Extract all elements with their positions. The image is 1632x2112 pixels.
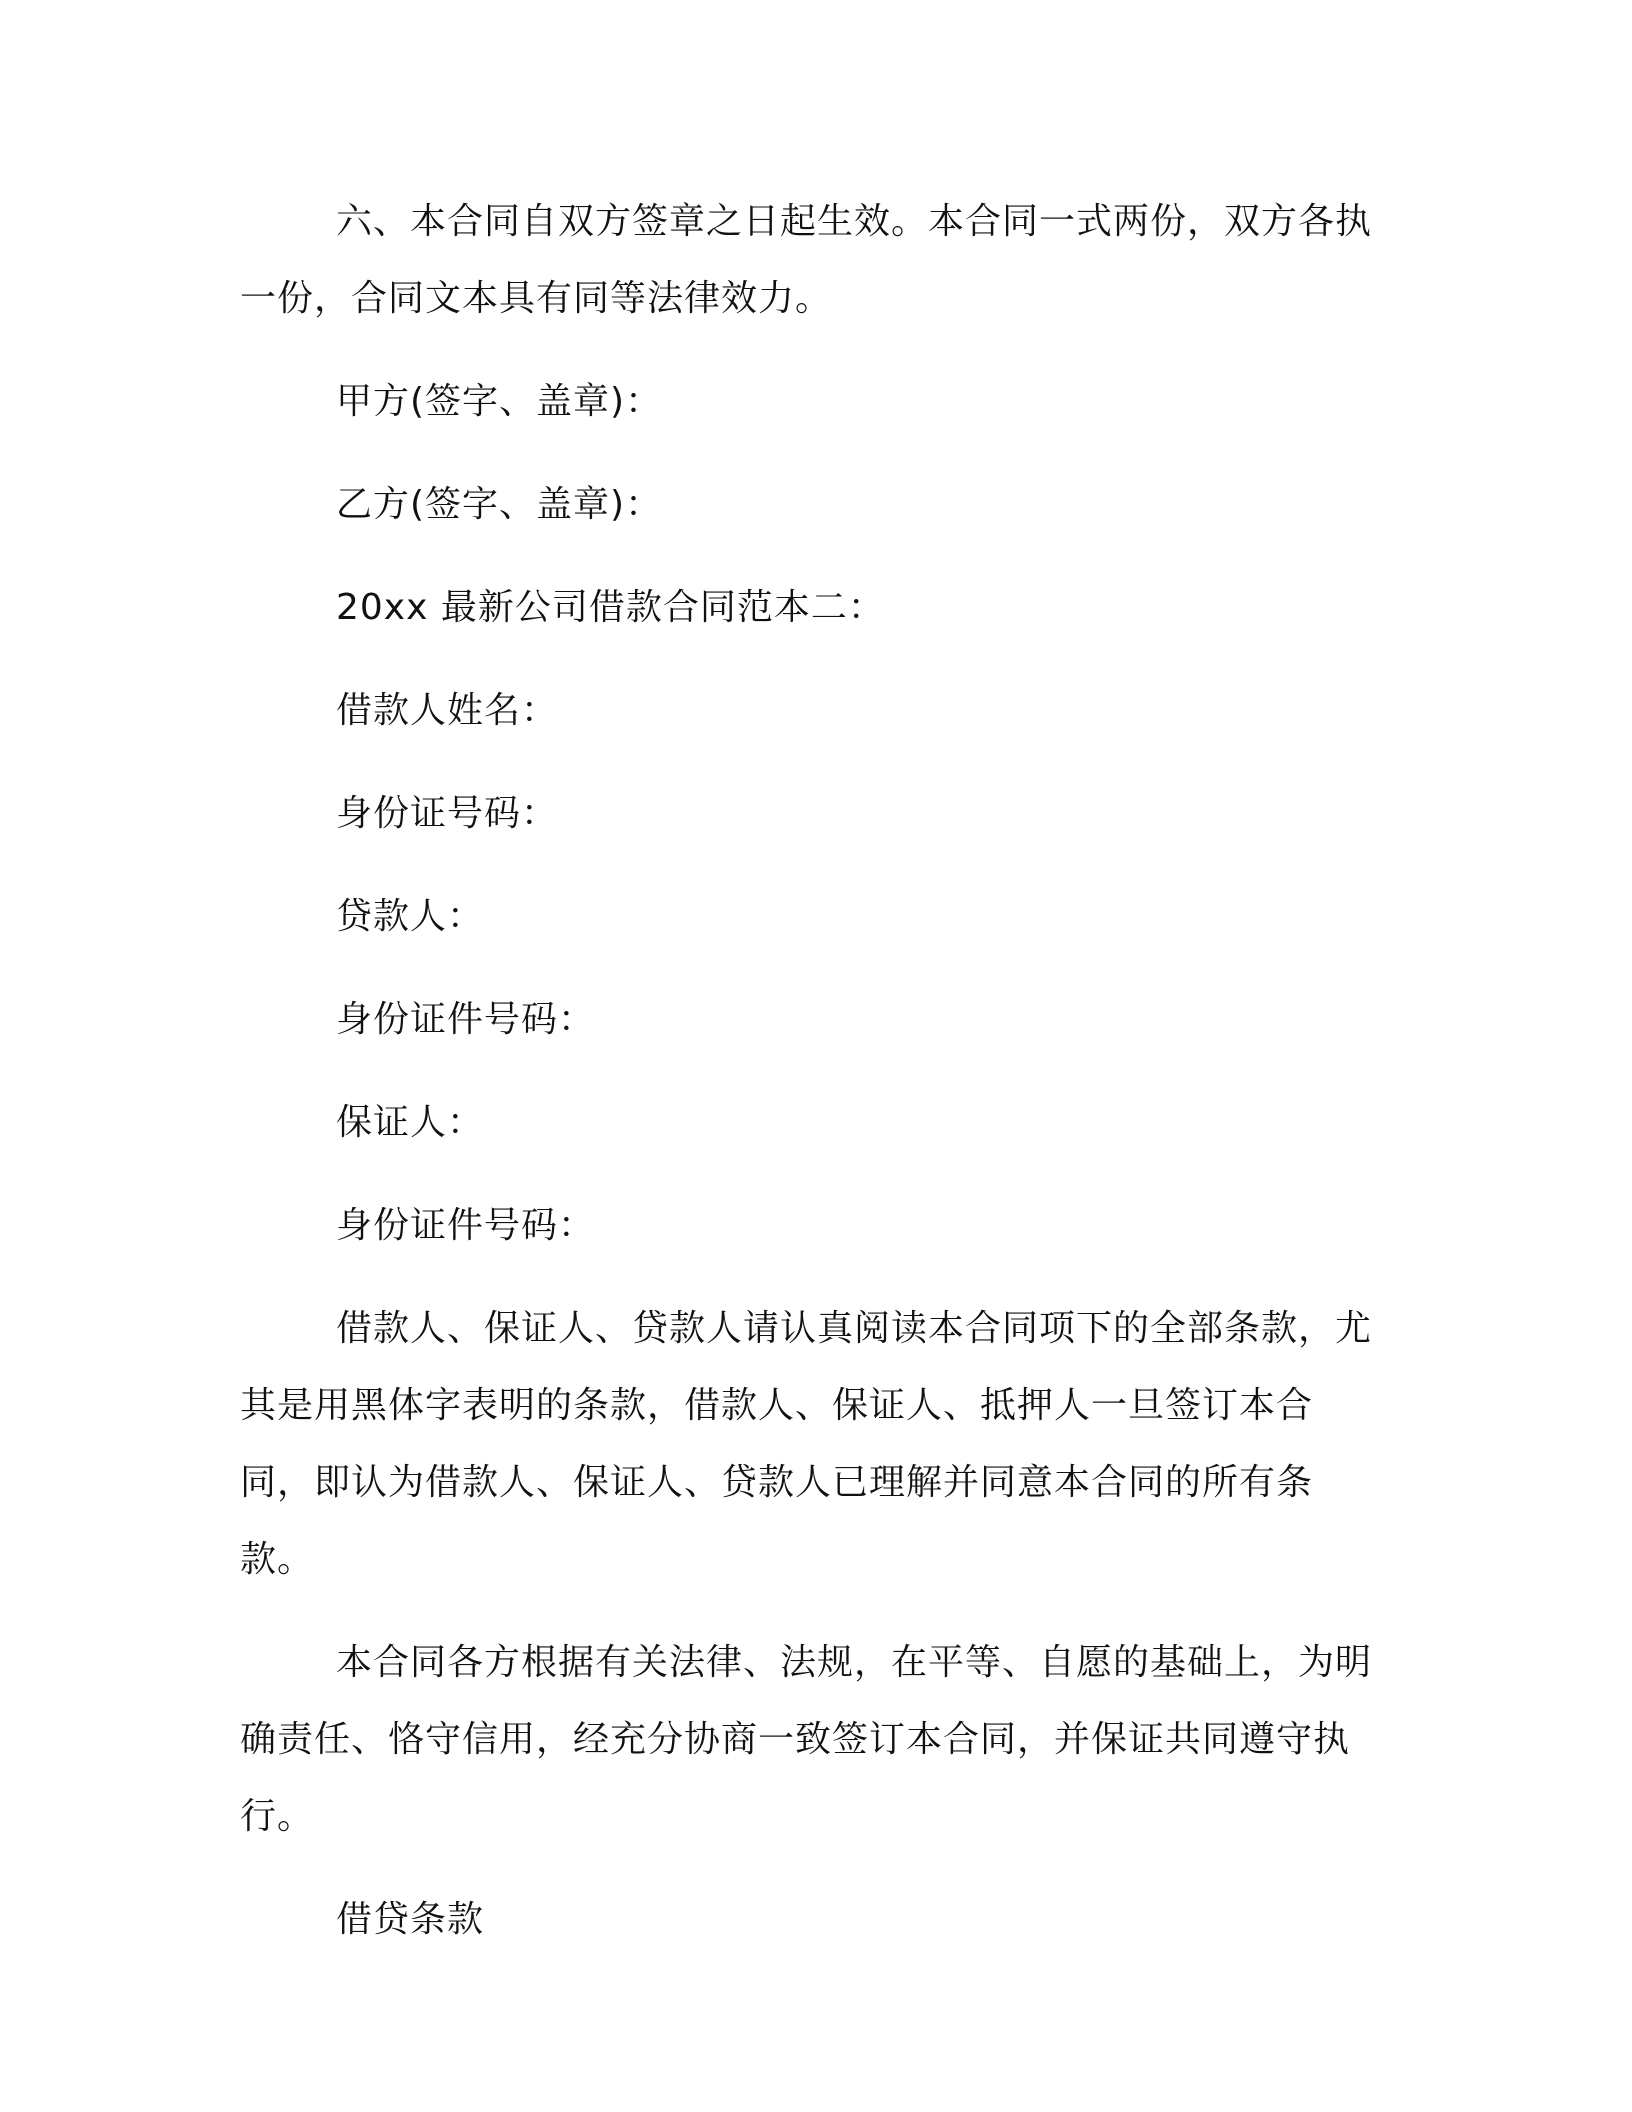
template-two-title: 20xx 最新公司借款合同范本二： <box>336 587 885 628</box>
guarantor-field: 保证人： <box>336 1102 485 1143</box>
lender-id-number-field: 身份证件号码： <box>336 999 596 1040</box>
party-a-signature-line: 甲方(签字、盖章)： <box>336 381 663 422</box>
loan-terms-heading: 借贷条款 <box>336 1899 485 1940</box>
agreement-basis-paragraph: 本合同各方根据有关法律、法规，在平等、自愿的基础上，为明确责任、恪守信用，经充分协商一致签订本合同，并保证共同遵守执行。 <box>240 1642 1373 1837</box>
lender-field: 贷款人： <box>336 896 485 937</box>
document-body <box>240 183 1380 1958</box>
borrower-id-number-field: 身份证号码： <box>336 793 559 834</box>
clause-six-paragraph: 六、本合同自双方签章之日起生效。本合同一式两份，双方各执一份，合同文本具有同等法律效力。 <box>240 201 1373 319</box>
guarantor-id-number-field: 身份证件号码： <box>336 1205 596 1246</box>
reading-notice-paragraph: 借款人、保证人、贷款人请认真阅读本合同项下的全部条款，尤其是用黑体字表明的条款，借款人、保证人、抵押人一旦签订本合同，即认为借款人、保证人、贷款人已理解并同意本合同的所有条款。 <box>240 1308 1373 1580</box>
borrower-name-field: 借款人姓名： <box>336 690 559 731</box>
party-b-signature-line: 乙方(签字、盖章)： <box>336 484 663 525</box>
